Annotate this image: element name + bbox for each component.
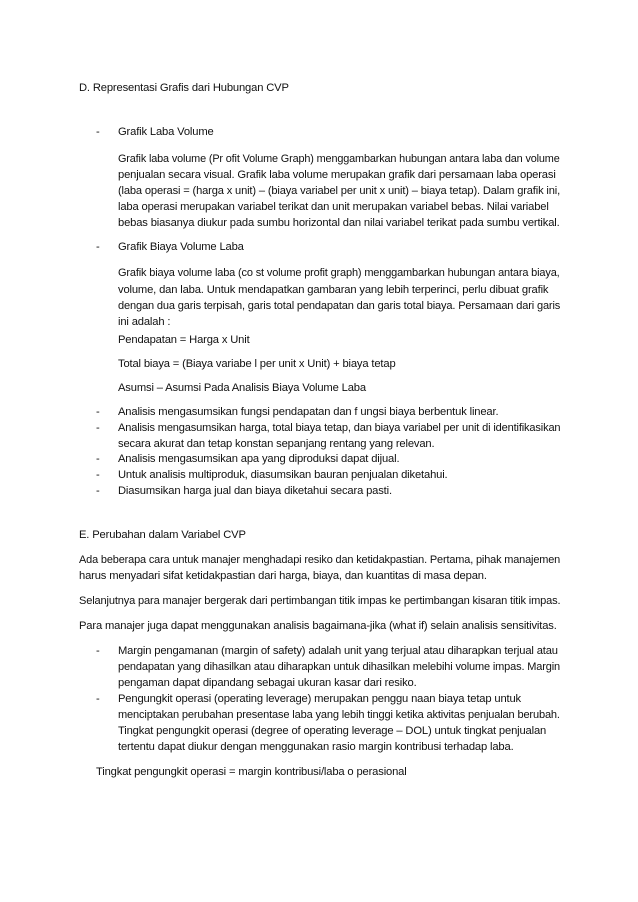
assumption-item: Analisis mengasumsikan fungsi pendapatan dan f ungsi biaya berbentuk linear.	[118, 406, 499, 418]
list-item-line: Pengungkit operasi (operating leverage) merupakan penggu naan biaya tetap untuk	[118, 693, 522, 705]
list-item-line: pendapatan yang dihasilkan atau diharapkan untuk dihasilkan melebihi volume impas. Margin	[118, 661, 560, 673]
paragraph-line: harus menyadari sifat ketidakpastian dari harga, biaya, dan kuantitas di masa depan.	[79, 570, 487, 582]
bullet-dash: -	[96, 453, 100, 465]
paragraph-line: Ada beberapa cara untuk manajer menghadapi resiko dan ketidakpastian. Pertama, pihak manajemen	[79, 554, 561, 566]
paragraph-line: ini adalah :	[118, 316, 171, 328]
bullet-dash: -	[96, 645, 100, 657]
bullet-dash: -	[96, 406, 100, 418]
section-e-heading: E. Perubahan dalam Variabel CVP	[79, 529, 246, 541]
paragraph-line: Grafik biaya volume laba (co st volume profit graph) menggambarkan hubungan antara biaya,	[118, 267, 560, 279]
assumption-item: Diasumsikan harga jual dan biaya diketahui secara pasti.	[118, 485, 392, 497]
list-item-line: Margin pengamanan (margin of safety) adalah unit yang terjual atau diharapkan terjual atau	[118, 645, 558, 657]
bullet-dash: -	[96, 422, 100, 434]
bullet-dash: -	[96, 485, 100, 497]
paragraph-line: Grafik laba volume (Pr ofit Volume Graph) menggambarkan hubungan antara laba dan volume	[118, 153, 560, 165]
paragraph-line: (laba operasi = (harga x unit) – (biaya variabel per unit x unit) – biaya tetap). Dalam grafik ini,	[118, 185, 561, 197]
assumption-item: Untuk analisis multiproduk, diasumsikan bauran penjualan diketahui.	[118, 469, 448, 481]
list-item-line: menciptakan perubahan presentase laba yang lebih tinggi ketika aktivitas penjualan berubah.	[118, 709, 560, 721]
bullet-dash: -	[96, 693, 100, 705]
formula-pendapatan: Pendapatan = Harga x Unit	[118, 334, 250, 346]
list-item-line: pengaman dapat dipandang sebagai ukuran kasar dari resiko.	[118, 677, 417, 689]
paragraph-line: Selanjutnya para manajer bergerak dari pertimbangan titik impas ke pertimbangan kisaran titik impas.	[79, 595, 561, 607]
formula-dol: Tingkat pengungkit operasi = margin kontribusi/laba o perasional	[96, 766, 407, 778]
assumption-item: Analisis mengasumsikan harga, total biaya tetap, dan biaya variabel per unit di identifikasikan	[118, 422, 561, 434]
bullet-dash: -	[96, 469, 100, 481]
item-title-grafik-biaya-volume-laba: Grafik Biaya Volume Laba	[118, 241, 244, 253]
list-item-line: tertentu dapat diukur dengan menggunakan rasio margin kontribusi terhadap laba.	[118, 741, 514, 753]
assumption-item-cont: secara akurat dan tetap konstan sepanjang rentang yang relevan.	[118, 438, 435, 450]
paragraph-line: bebas biasanya diukur pada sumbu horizontal dan nilai variabel terikat pada sumbu vertikal.	[118, 217, 560, 229]
assumption-item: Analisis mengasumsikan apa yang diproduksi dapat dijual.	[118, 453, 400, 465]
paragraph-line: volume, dan laba. Untuk mendapatkan gambaran yang lebih terperinci, perlu dibuat grafik	[118, 284, 549, 296]
paragraph-line: penjualan secara visual. Grafik laba volume merupakan grafik dari persamaan laba operasi	[118, 169, 556, 181]
paragraph-line: laba operasi merupakan variabel terikat dan unit merupakan variabel bebas. Nilai variabel	[118, 201, 549, 213]
bullet-dash: -	[96, 241, 100, 253]
subheading-asumsi: Asumsi – Asumsi Pada Analisis Biaya Volume Laba	[118, 382, 366, 394]
paragraph-line: Para manajer juga dapat menggunakan analisis bagaimana-jika (what if) selain analisis sensitivitas.	[79, 620, 557, 632]
list-item-line: Tingkat pengungkit operasi (degree of operating leverage – DOL) untuk tingkat penjualan	[118, 725, 547, 737]
section-d-heading: D. Representasi Grafis dari Hubungan CVP	[79, 82, 289, 94]
paragraph-line: dengan dua garis terpisah, garis total pendapatan dan garis total biaya. Persamaan dari garis	[118, 300, 561, 312]
bullet-dash: -	[96, 126, 100, 138]
item-title-grafik-laba-volume: Grafik Laba Volume	[118, 126, 214, 138]
formula-total-biaya: Total biaya = (Biaya variabe l per unit x Unit) + biaya tetap	[118, 358, 396, 370]
